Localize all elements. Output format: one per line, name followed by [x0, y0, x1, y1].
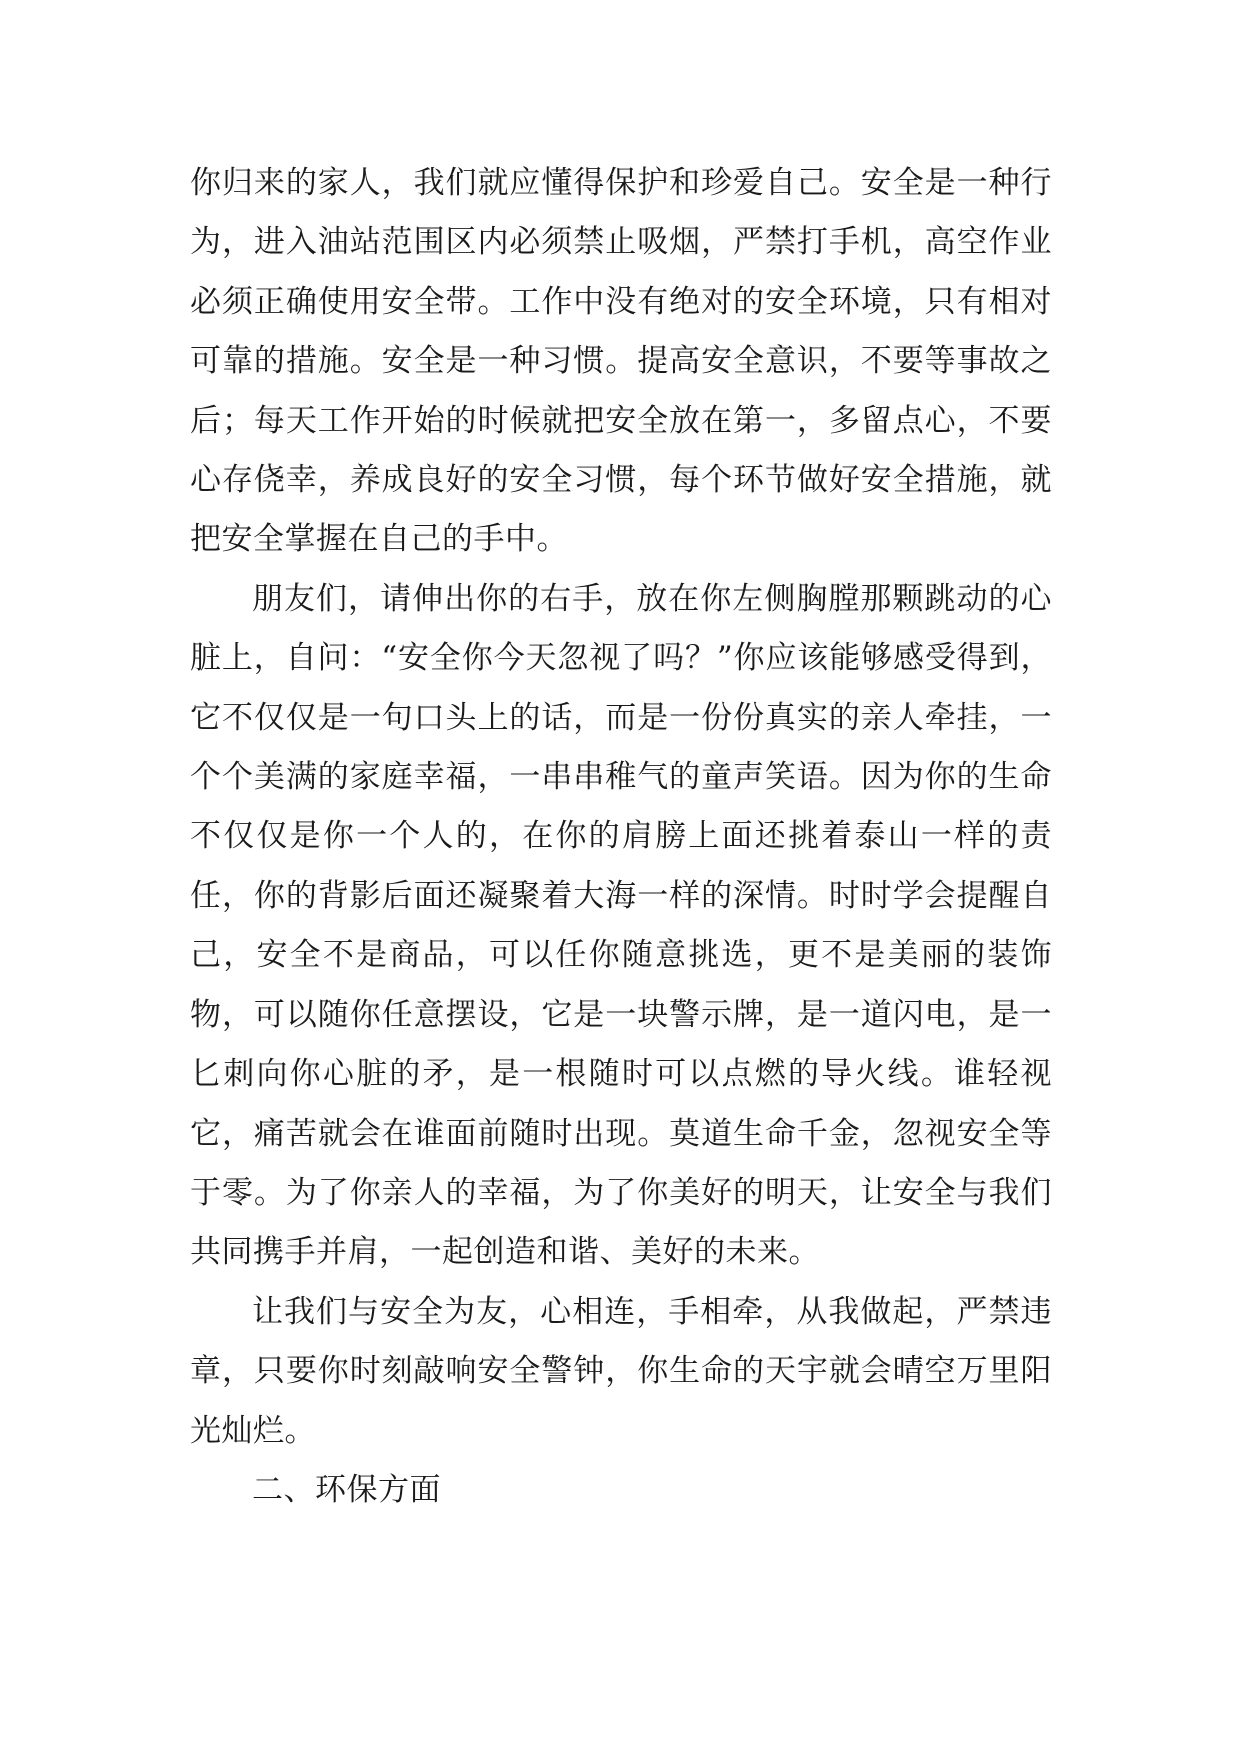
document-body — [190, 154, 1052, 1520]
section-heading-environment: 二、环保方面 — [252, 1471, 441, 1508]
paragraph-safety-behavior: 你归来的家人，我们就应懂得保护和珍爱自己。安全是一种行为，进入油站范围区内必须禁止吸烟，严禁打手机，高空作业必须正确使用安全带。工作中没有绝对的安全环境，只有相对可靠的措施。安全是一种习惯。提高安全意识，不要等事故之后；每天工作开始的时候就把安全放在第一，多留点心，不要心存侥幸，养成良好的安全习惯，每个环节做好安全措施，就把安全掌握在自己的手中。 — [190, 165, 1052, 558]
paragraph-friends-appeal: 朋友们，请伸出你的右手，放在你左侧胸膛那颗跳动的心脏上，自问：“安全你今天忽视了吗？”你应该能够感受得到，它不仅仅是一句口头上的话，而是一份份真实的亲人牵挂，一个个美满的家庭幸福，一串串稚气的童声笑语。因为你的生命不仅仅是你一个人的，在你的肩膀上面还挑着泰山一样的责任，你的背影后面还凝聚着大海一样的深情。时时学会提醒自己，安全不是商品，可以任你随意挑选，更不是美丽的装饰物，可以随你任意摆设，它是一块警示牌，是一道闪电，是一匕刺向你心脏的矛，是一根随时可以点燃的导火线。谁轻视它，痛苦就会在谁面前随时出现。莫道生命千金，忽视安全等于零。为了你亲人的幸福，为了你美好的明天，让安全与我们共同携手并肩，一起创造和谐、美好的未来。 — [190, 580, 1052, 1271]
paragraph-closing-appeal: 让我们与安全为友，心相连，手相牵，从我做起，严禁违章，只要你时刻敲响安全警钟，你生命的天宇就会晴空万里阳光灿烂。 — [190, 1293, 1052, 1449]
